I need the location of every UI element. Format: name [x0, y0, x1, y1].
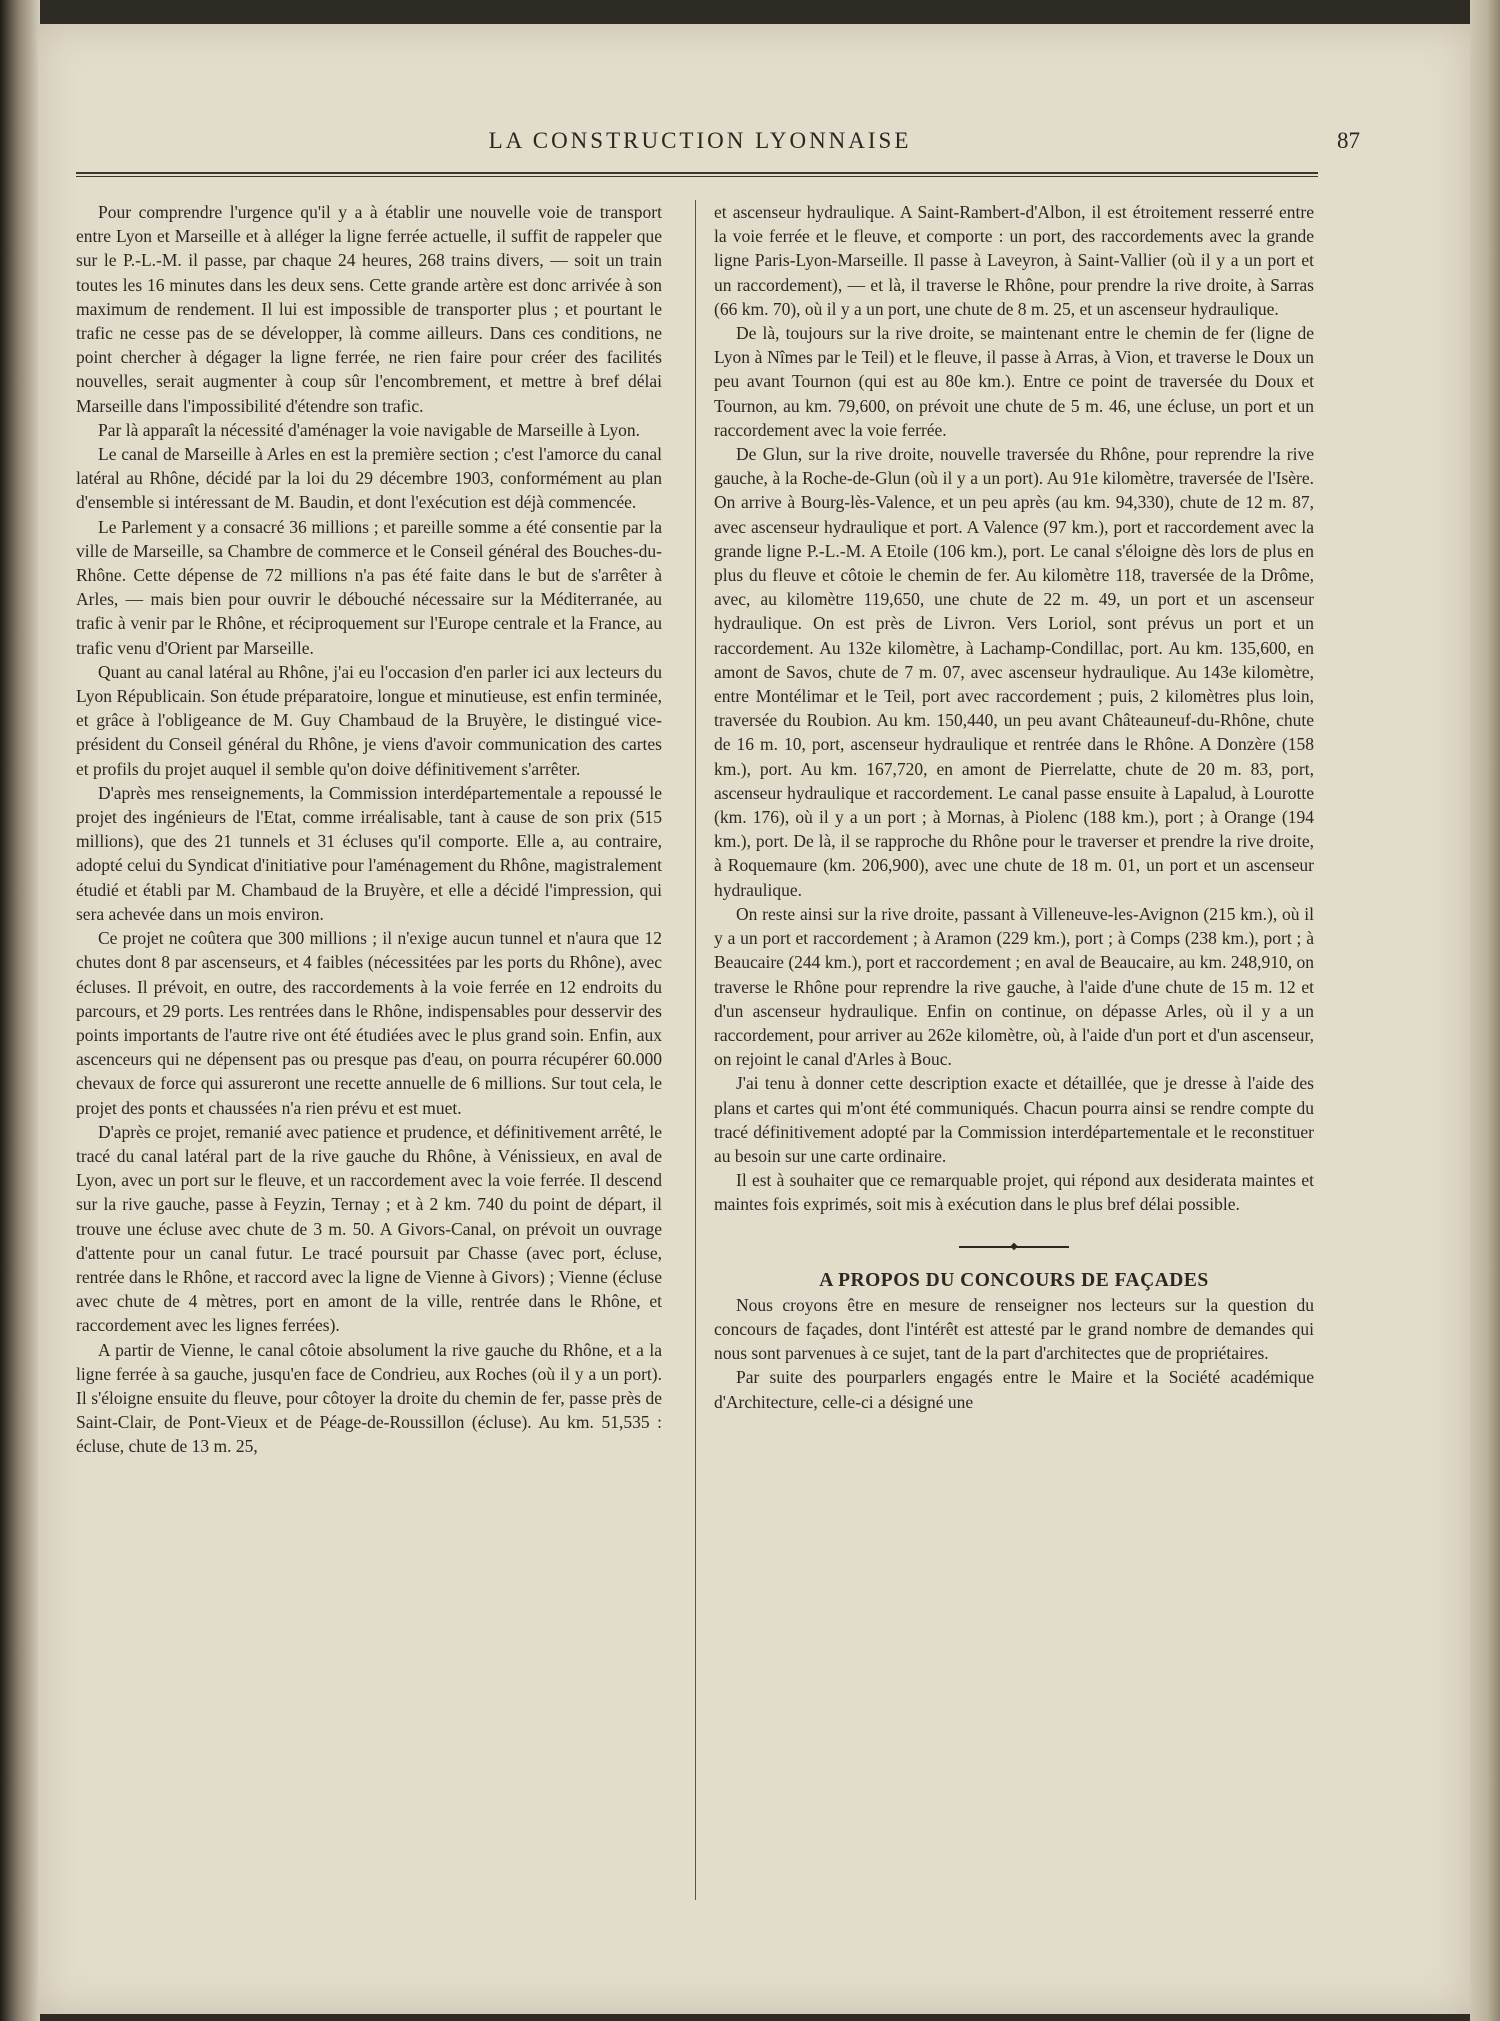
- section-divider-ornament: ◆: [959, 1243, 1069, 1251]
- paragraph: Pour comprendre l'urgence qu'il y a à établir une nouvelle voie de transport entre Lyon et Marseille et à alléger la ligne ferrée actuelle, il suffit de rappeler que sur le P.-L.-M. il passe, par chaque 24 heures, 268 trains divers, — soit un train toutes les 16 minutes dans les deux sens. Cette grande artère est donc arrivée à son maximum de rendement. Il lui est impossible de transporter plus ; et pourtant le trafic ne cesse pas de se développer, là comme ailleurs. Dans ces conditions, ne point chercher à dégager la ligne ferrée, ne rien faire pour créer des facilités nouvelles, serait augmenter à coup sûr l'encombrement, et mettre à bref délai Marseille dans l'impossibilité d'étendre son trafic.: [76, 202, 662, 416]
- paragraph: Le canal de Marseille à Arles en est la première section ; c'est l'amorce du canal latéral au Rhône, décidé par la loi du 29 décembre 1903, conformément au plan d'ensemble si intéressant de M. Baudin, et dont l'exécution est déjà commencée.: [76, 444, 662, 513]
- paragraph: J'ai tenu à donner cette description exacte et détaillée, que je dresse à l'aide des plans et cartes qui m'ont été communiqués. Chacun pourra ainsi se rendre compte du tracé définitivement adopté par la Commission interdépartementale et le reconstituer au besoin sur une carte ordinaire.: [714, 1073, 1314, 1166]
- paragraph: et ascenseur hydraulique. A Saint-Rambert-d'Albon, il est étroitement resserré entre la voie ferrée et le fleuve, et comporte : un port, des raccordements avec la grande ligne Paris-Lyon-Marseille. Il passe à Laveyron, à Saint-Vallier (où il y a un port et un raccordement), — et là, il traverse le Rhône, pour prendre la rive droite, à Sarras (66 km. 70), où il y a un port, une chute de 8 m. 25, et un ascenseur hydraulique.: [714, 202, 1314, 319]
- paragraph: On reste ainsi sur la rive droite, passant à Villeneuve-les-Avignon (215 km.), où il y a un port et raccordement ; à Aramon (229 km.), port ; à Comps (238 km.), port ; à Beaucaire (244 km.), port et raccordement ; en aval de Beaucaire, au km. 248,910, on traverse le Rhône pour reprendre la rive gauche, à l'aide d'une chute de 15 m. 12 et d'un ascenseur hydraulique. Enfin on continue, on dépasse Arles, où il y a un raccordement, pour arriver au 262e kilomètre, où, à l'aide d'un port et d'un ascenseur, on rejoint le canal d'Arles à Bouc.: [714, 903, 1314, 1070]
- paragraph: Nous croyons être en mesure de renseigner nos lecteurs sur la question du concours de façades, dont l'intérêt est attesté par le grand nombre de demandes qui nous sont parvenues à ce sujet, tant de la part d'architectes que de propriétaires.: [714, 1294, 1314, 1364]
- page-number: 87: [1337, 128, 1360, 153]
- right-column: [714, 200, 1314, 1414]
- paragraph: D'après mes renseignements, la Commission interdépartementale a repoussé le projet des ingénieurs de l'Etat, comme irréalisable, tant à cause de son prix (515 millions), que des 21 tunnels et 31 écluses qu'il comporte. Elle a, au contraire, adopté celui du Syndicat d'initiative pour l'aménagement du Rhône, magistralement étudié et établi par M. Chambaud de la Bruyère, et elle a décidé l'impression, qui sera achevée dans un mois environ.: [76, 782, 662, 924]
- paragraph: Ce projet ne coûtera que 300 millions ; il n'exige aucun tunnel et n'aura que 12 chutes dont 8 par ascenseurs, et 4 faibles (nécessitées par les ports du Rhône), avec écluses. Il prévoit, en outre, des raccordements à la voie ferrée en 12 endroits du parcours, et 29 ports. Les rentrées dans le Rhône, indispensables pour desservir des points importants de l'autre rive ont été étudiées avec le plus grand soin. Enfin, aux ascenceurs qui ne dépensent pas ou presque pas d'eau, on pourra récupérer 60.000 chevaux de force qui assureront une recette annuelle de 6 millions. Sur tout cela, le projet des ponts et chaussées n'a rien prévu et est muet.: [76, 928, 662, 1118]
- paragraph: A partir de Vienne, le canal côtoie absolument la rive gauche du Rhône, et a la ligne ferrée à sa gauche, jusqu'en face de Condrieu, aux Roches (où il y a un port). Il s'éloigne ensuite du fleuve, pour côtoyer la droite du chemin de fer, passe près de Saint-Clair, de Pont-Vieux et de Péage-de-Roussillon (écluse). Au km. 51,535 : écluse, chute de 13 m. 25,: [76, 1339, 662, 1457]
- running-title: LA CONSTRUCTION LYONNAISE: [488, 128, 912, 153]
- header-rule: [76, 172, 1318, 177]
- book-binding-left: [0, 0, 40, 2021]
- section-title: A PROPOS DU CONCOURS DE FAÇADES: [819, 1269, 1209, 1291]
- paragraph: De là, toujours sur la rive droite, se maintenant entre le chemin de fer (ligne de Lyon à Nîmes par le Teil) et le fleuve, il passe à Arras, à Vion, et traverse le Doux un peu avant Tournon (qui est au 80e km.). Entre ce point de traversée du Doux et Tournon, au km. 79,600, on prévoit une chute de 5 m. 46, une écluse, un port et un raccordement avec la voie ferrée.: [714, 323, 1314, 440]
- paragraph: De Glun, sur la rive droite, nouvelle traversée du Rhône, pour reprendre la rive gauche, à la Roche-de-Glun (où il y a un port). Au 91e kilomètre, traversée de l'Isère. On arrive à Bourg-lès-Valence, et un peu après (au km. 94,330), chute de 12 m. 87, avec ascenseur hydraulique et port. A Valence (97 km.), port et raccordement avec la grande ligne P.-L.-M. A Etoile (106 km.), port. Le canal s'éloigne dès lors de plus en plus du fleuve et côtoie le chemin de fer. Au kilomètre 118, traversée de la Drôme, avec, au kilomètre 119,650, une chute de 22 m. 49, un port et un ascenseur hydraulique. On est près de Livron. Vers Loriol, sont prévus un port et un raccordement. Au 132e kilomètre, à Lachamp-Condillac, port. Au km. 135,600, en amont de Savos, chute de 7 m. 07, avec ascenseur hydraulique. Au 143e kilomètre, entre Montélimar et le Teil, port avec raccordement ; puis, 2 kilomètres plus loin, traversée du Roubion. Au km. 150,440, un peu avant Châteauneuf-du-Rhône, chute de 16 m. 10, port, ascenseur hydraulique et rentrée dans le Rhône. A Donzère (158 km.), port. Au km. 167,720, en amont de Pierrelatte, chute de 20 m. 83, port, ascenseur hydraulique et raccordement. Le canal passe ensuite à Lapalud, à Lourotte (km. 176), où il y a un port ; à Mornas, à Piolenc (188 km.), port ; à Orange (194 km.), port. De là, il se rapproche du Rhône pour le traverser et prendre la rive droite, à Roquemaure (km. 206,900), avec une chute de 18 m. 01, un port et un ascenseur hydraulique.: [714, 444, 1314, 900]
- column-divider: [695, 200, 696, 1900]
- paragraph: D'après ce projet, remanié avec patience et prudence, et définitivement arrêté, le tracé du canal latéral part de la rive gauche du Rhône, à Vénissieux, en aval de Lyon, avec un port sur le fleuve, et un raccordement avec la voie ferrée. Il descend sur la rive gauche, passe à Feyzin, Ternay ; et à 2 km. 740 du point de départ, il trouve une écluse avec chute de 3 m. 50. A Givors-Canal, on prévoit un ouvrage d'attente pour un canal futur. Le tracé poursuit par Chasse (avec port, écluse, rentrée dans le Rhône, et raccord avec la ligne de Vienne à Givors) ; Vienne (écluse avec chute de 4 mètres, port en amont de la ville, rentrée dans le Rhône, et raccordement avec les lignes ferrées).: [76, 1121, 662, 1336]
- paragraph: Le Parlement y a consacré 36 millions ; et pareille somme a été consentie par la ville de Marseille, sa Chambre de commerce et le Conseil général des Bouches-du-Rhône. Cette dépense de 72 millions n'a pas été faite dans le but de s'arrêter à Arles, — mais bien pour ouvrir le débouché nécessaire sur la Méditerranée, au trafic à venir par le Rhône, et réciproquement sur l'Europe centrale et la France, au trafic venu d'Orient par Marseille.: [76, 516, 662, 658]
- page-edge-right: [1470, 0, 1500, 2021]
- left-column: [76, 200, 662, 1459]
- page-header: [40, 104, 1360, 154]
- paragraph: Par suite des pourparlers engagés entre le Maire et la Société académique d'Architecture, celle-ci a désigné une: [714, 1367, 1314, 1412]
- paragraph: Il est à souhaiter que ce remarquable projet, qui répond aux desiderata maintes et maintes fois exprimés, soit mis à exécution dans le plus bref délai possible.: [714, 1170, 1314, 1215]
- paragraph: Par là apparaît la nécessité d'aménager la voie navigable de Marseille à Lyon.: [98, 419, 641, 440]
- paragraph: Quant au canal latéral au Rhône, j'ai eu l'occasion d'en parler ici aux lecteurs du Lyon Républicain. Son étude préparatoire, longue et minutieuse, est enfin terminée, et grâce à l'obligeance de M. Guy Chambaud de la Bruyère, le distingué vice-président du Conseil général du Rhône, je viens d'avoir communication des cartes et profils du projet auquel il semble qu'on doive définitivement s'arrêter.: [76, 661, 662, 779]
